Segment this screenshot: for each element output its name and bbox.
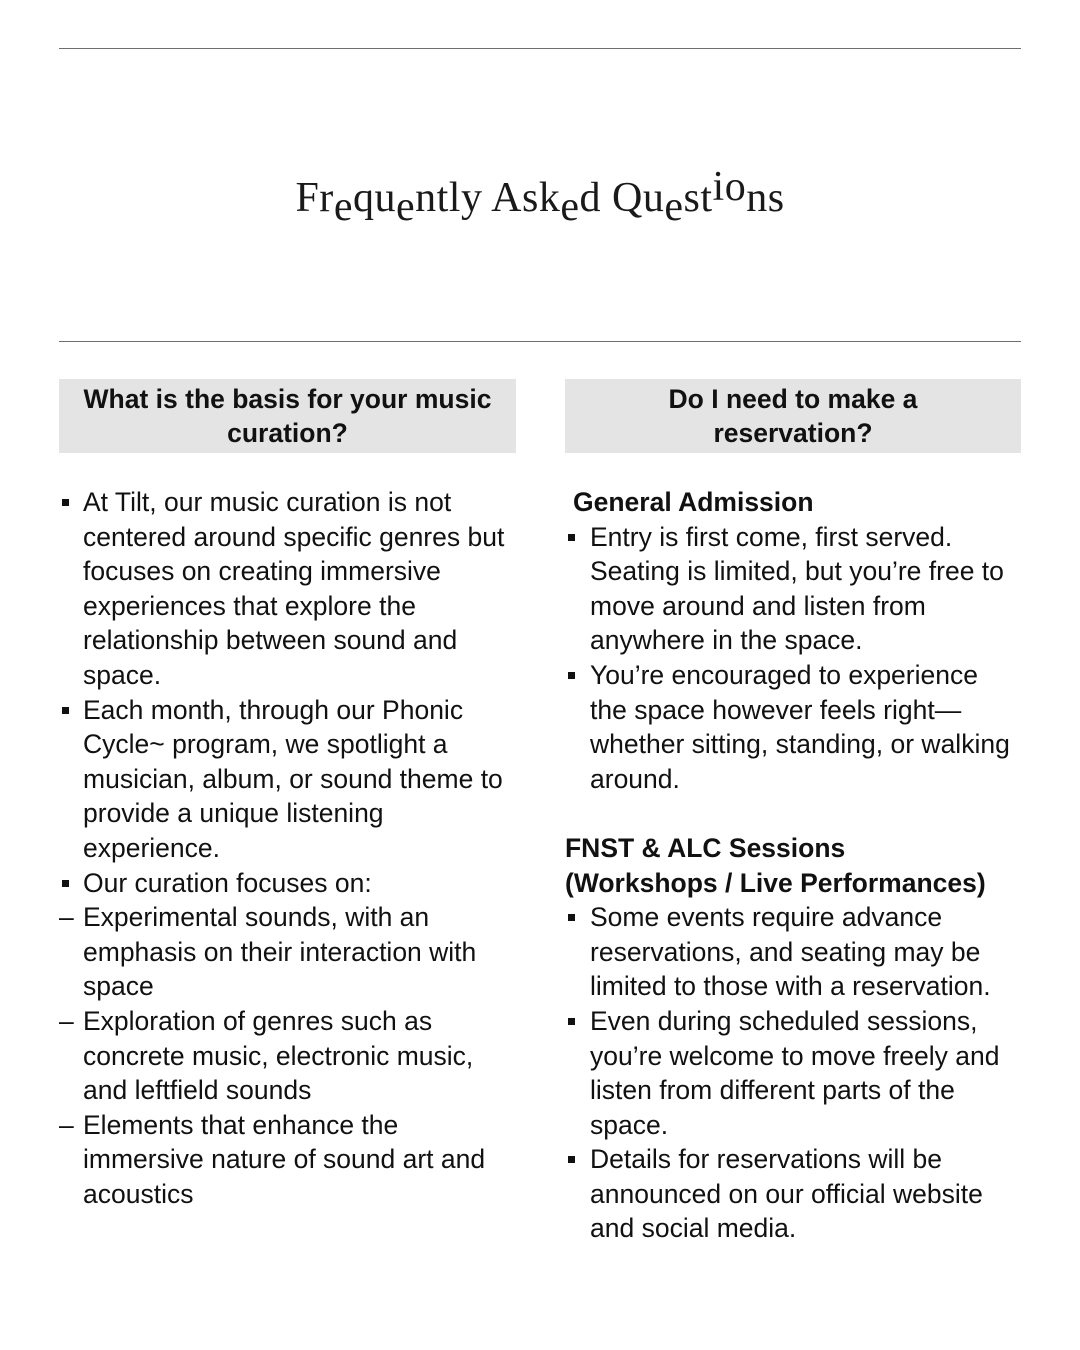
title-seg: e	[333, 184, 353, 230]
title-seg: d	[579, 175, 612, 221]
title-seg: o	[724, 164, 747, 210]
answer-body	[565, 485, 1021, 1246]
question-line: curation?	[227, 418, 348, 448]
title-seg: Fr	[295, 175, 334, 221]
sessions-list	[565, 900, 1021, 1246]
list-subitem: – Experimental sounds, with an emphasis on their interaction with space	[59, 900, 516, 1004]
question-line: Do I need to make a	[668, 383, 918, 414]
top-divider	[59, 48, 1021, 49]
faq-music-curation	[59, 379, 516, 1211]
title-seg: ntly	[415, 175, 492, 221]
list-item: Some events require advance reservations, and seating may be limited to those with a reservation.	[565, 900, 1021, 1004]
general-admission-list	[565, 520, 1021, 797]
title-seg: Ask	[491, 175, 561, 221]
list-subitem: – Elements that enhance the immersive nature of sound art and acoustics	[59, 1108, 516, 1212]
page-title	[0, 164, 1080, 230]
title-seg: e	[664, 184, 684, 230]
answer-list	[59, 485, 516, 1211]
list-item: Entry is first come, first served. Seating is limited, but you’re free to move around and listen from anywhere in the space.	[565, 520, 1021, 658]
list-item: Our curation focuses on:	[59, 866, 516, 901]
sessions-subheading: (Workshops / Live Performances)	[565, 867, 986, 898]
list-item: At Tilt, our music curation is not centered around specific genres but focuses on creating immersive experiences that explore the relationship between sound and space.	[59, 485, 516, 693]
general-admission-heading: General Admission	[573, 487, 814, 517]
title-seg: st	[683, 175, 713, 221]
section-gap	[565, 796, 1021, 831]
list-subitem: – Exploration of genres such as concrete music, electronic music, and leftfield sounds	[59, 1004, 516, 1108]
list-item: You’re encouraged to experience the space however feels right—whether sitting, standing, or walking around.	[565, 658, 1021, 796]
question-line: What is the basis for your music	[83, 383, 492, 414]
list-item: Even during scheduled sessions, you’re welcome to move freely and listen from different parts of the space.	[565, 1004, 1021, 1142]
question-line: reservation?	[713, 418, 873, 448]
faq-reservation	[565, 379, 1021, 1246]
list-item: Each month, through our Phonic Cycle~ program, we spotlight a musician, album, or sound theme to provide a unique listening experience.	[59, 693, 516, 866]
title-seg: Qu	[612, 175, 665, 221]
question-header	[59, 379, 516, 453]
title-seg: qu	[352, 175, 396, 221]
answer-body	[59, 485, 516, 1211]
title-seg: ns	[746, 175, 785, 221]
title-seg: i	[712, 164, 725, 210]
title-seg: e	[560, 184, 580, 230]
question-header	[565, 379, 1021, 453]
title-divider	[59, 341, 1021, 342]
list-item: Details for reservations will be announced on our official website and social media.	[565, 1142, 1021, 1246]
sessions-heading: FNST & ALC Sessions	[565, 832, 846, 863]
title-seg: e	[395, 184, 416, 230]
